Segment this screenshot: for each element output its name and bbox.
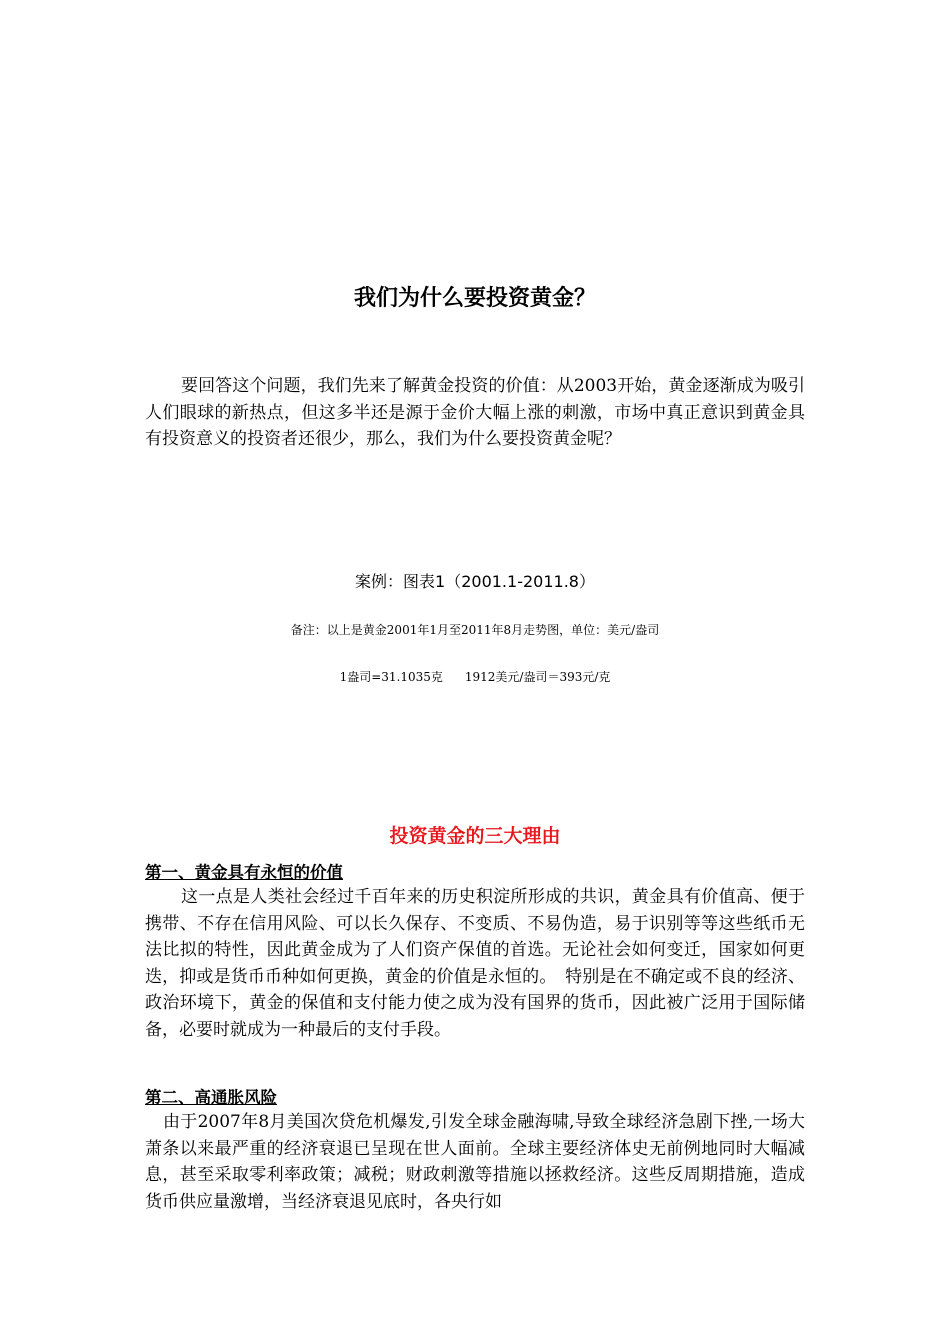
document-title: 我们为什么要投资黄金？: [353, 286, 596, 311]
price-conversion-text: 1912美元/盎司＝393元/克: [464, 670, 611, 684]
intro-paragraph: 要回答这个问题，我们先来了解黄金投资的价值：从2003开始，黄金逐渐成为吸引人们眼球的新热点，但这多半还是源于金价大幅上涨的刺激，市场中真正意识到黄金具有投资意义的投资者还很少，那么，我们为什么要投资黄金呢？: [145, 376, 805, 449]
reason-paragraph: 由于2007年8月美国次贷危机爆发,引发全球金融海啸,导致全球经济急剧下挫,一场大萧条以来最严重的经济衰退已呈现在世人面前。全球主要经济体史无前例地同时大幅减息，甚至采取零利率政策；减税；财政刺激等措施以拯救经济。这些反周期措施，造成货币供应量激增，当经济衰退见底时，各央行如: [145, 1112, 805, 1212]
unit-conversion-line: [0, 667, 950, 687]
chart-note: 备注：以上是黄金2001年1月至2011年8月走势图，单位：美元/盎司: [290, 623, 660, 637]
ounce-to-gram-text: 1盎司=31.1035克: [339, 670, 443, 684]
reason-heading: 第一、黄金具有永恒的价值: [145, 863, 343, 882]
section-title: 投资黄金的三大理由: [389, 825, 561, 847]
reason-heading: 第二、高通胀风险: [145, 1088, 277, 1107]
reason-paragraph: 这一点是人类社会经过千百年来的历史积淀所形成的共识，黄金具有价值高、便于携带、不存在信用风险、可以长久保存、不变质、不易伪造，易于识别等等这些纸币无法比拟的特性，因此黄金成为了人们资产保值的首选。无论社会如何变迁，国家如何更迭，抑或是货币币种如何更换，黄金的价值是永恒的。 特别是在不确定或不良的经济、政治环境下，黄金的保值和支付能力使之成为没有国界的货币，因此被广泛用于国际储备，必要时就成为一种最后的支付手段。: [145, 887, 805, 1040]
chart-caption: 案例：图表1（2001.1-2011.8）: [355, 572, 595, 591]
